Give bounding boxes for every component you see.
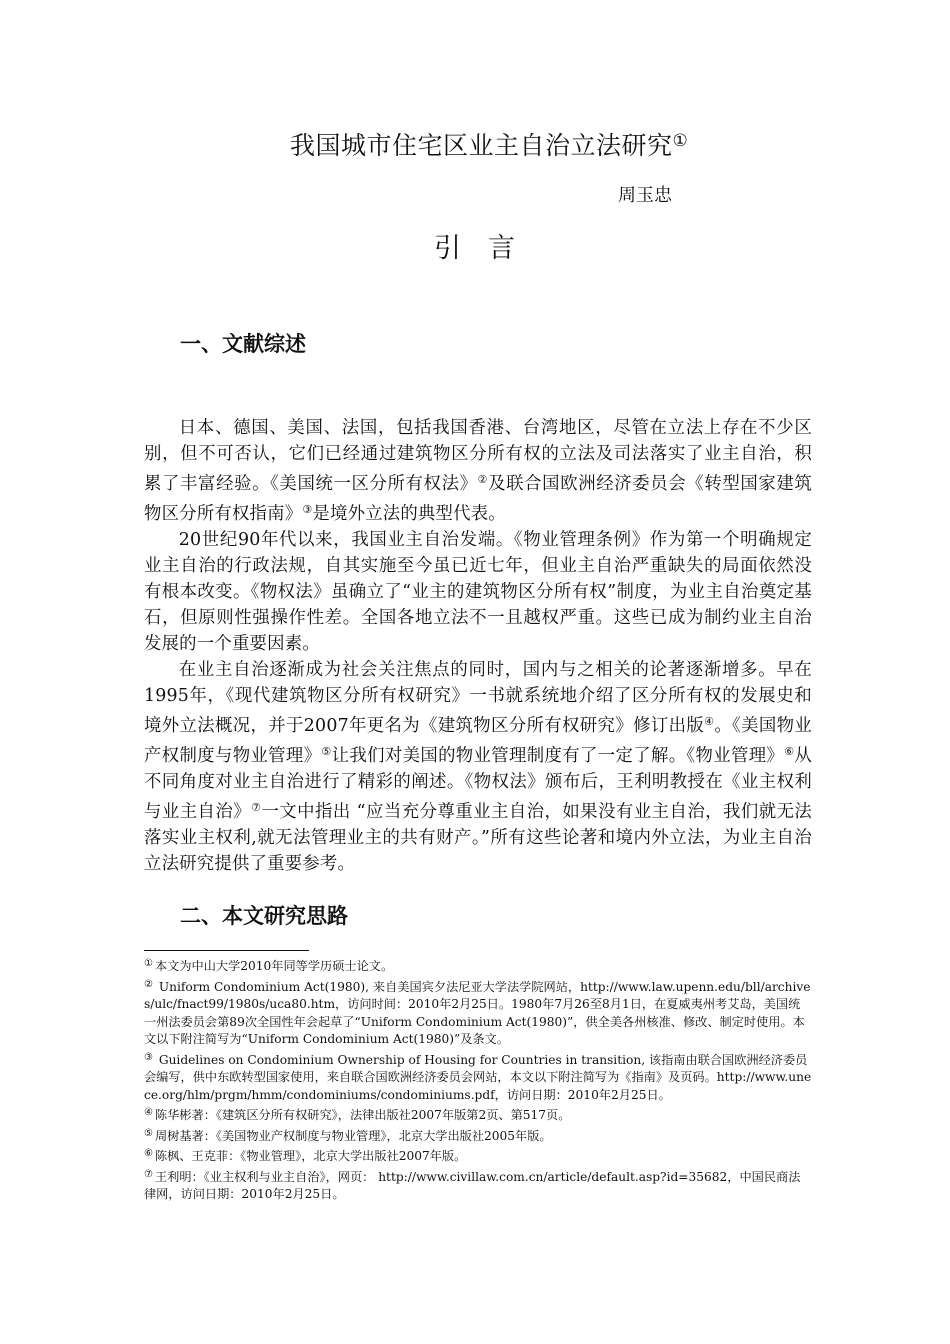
footnotes <box>144 955 812 1204</box>
footnote-mark: ⑤ <box>144 1127 153 1139</box>
footnote-item: ① 本文为中山大学2010年同等学历硕士论文。 <box>144 958 394 973</box>
footnote-mark: ② <box>144 978 153 990</box>
body-paragraph: 20世纪90年代以来，我国业主自治发端。《物业管理条例》作为第一个明确规定业主自治的行政法规，自其实施至今虽已近七年，但业主自治严重缺失的局面依然没有根本改变。《物权法》虽确立了“业主的建筑物区分所有权”制度，为业主自治奠定基石，但原则性强操作性差。全国各地立法不一且越权严重。这些已成为制约业主自治发展的一个重要因素。 <box>144 530 812 654</box>
paper-title-text: 我国城市住宅区业主自治立法研究 <box>290 131 673 160</box>
footnote-ref[interactable]: ⑦ <box>251 801 262 814</box>
footnote-mark: ⑦ <box>144 1168 153 1180</box>
footnote-mark: ④ <box>144 1107 153 1118</box>
footnote-item: ⑦ 王利明：《业主权利与业主自治》，网页： http://www.civillaw.com.cn/article/default.asp?id=35682，中国民商法律网，访问日期：2010年2月25日。 <box>144 1168 801 1201</box>
footnote-item: ④ 陈华彬著：《建筑区分所有权研究》，法律出版社2007年版第2页、第517页。 <box>144 1107 571 1122</box>
author-name: 周玉忠 <box>618 185 672 206</box>
footnote-ref[interactable]: ④ <box>704 715 715 728</box>
footnote-ref[interactable]: ⑤ <box>321 745 332 758</box>
section-heading-literature-review: 一、文献综述 <box>180 332 306 356</box>
footnote-item: ⑥ 陈枫、王克菲：《物业管理》，北京大学出版社2007年版。 <box>144 1148 467 1163</box>
footnote-item: ⑤ 周树基著：《美国物业产权制度与物业管理》，北京大学出版社2005年版。 <box>144 1127 552 1143</box>
body-paragraph: 在业主自治逐渐成为社会关注焦点的同时，国内与之相关的论著逐渐增多。早在1995年，《现代建筑物区分所有权研究》一书就系统地介绍了区分所有权的发展史和境外立法概况，并于2007年更名为《建筑物区分所有权研究》修订出版④。《美国物业产权制度与物业管理》⑤让我们对美国的物业管理制度有了一定了解。《物业管理》⑥从不同角度对业主自治进行了精彩的阐述。《物权法》颁布后，王利明教授在《业主权利与业主自治》⑦一文中指出 “应当充分尊重业主自治，如果没有业主自治，我们就无法落实业主权利,就无法管理业主的共有财产。”所有这些论著和境内外立法，为业主自治立法研究提供了重要参考。 <box>144 660 813 874</box>
footnote-ref[interactable]: ① <box>672 131 689 151</box>
section-heading-research-approach: 二、本文研究思路 <box>180 904 348 928</box>
footnote-item: ③ Guidelines on Condominium Ownership of Housing for Countries in transition, 该指南由联合国欧洲经济委员会编写，供中东欧转型国家使用，来自联合国欧洲经济委员会网站，本文以下附注简写为《指南》及页码。http://www.unece.org/hlm/prgm/hmm/condominiums/condominiums.pdf，访问日期：2010年2月25日。 <box>144 1051 812 1102</box>
footnote-mark: ③ <box>144 1051 153 1063</box>
body-paragraph: 日本、德国、美国、法国，包括我国香港、台湾地区，尽管在立法上存在不少区别，但不可否认，它们已经通过建筑物区分所有权的立法及司法落实了业主自治，积累了丰富经验。《美国统一区分所有权法》②及联合国欧洲经济委员会《转型国家建筑物区分所有权指南》③是境外立法的典型代表。 <box>144 418 813 524</box>
footnote-ref[interactable]: ③ <box>302 503 313 516</box>
footnote-item: ② Uniform Condominium Act(1980), 来自美国宾夕法尼亚大学法学院网站，http://www.law.upenn.edu/bll/archives/ulc/fnact99/1980s/uca80.htm，访问时间：2010年2月25日。1980年7月26至8月1日，在夏威夷州考艾岛，美国统一州法委员会第89次全国性年会起草了“Uniform Condominium Act(1980)”，供全美各州核准、修改、制定时使用。本文以下附注简写为“Uniform Condominium Act(1980)”及条文。 <box>144 978 811 1046</box>
section-body <box>144 415 812 877</box>
footnote-divider <box>144 950 309 951</box>
intro-heading: 引 言 <box>434 233 515 264</box>
paper-title <box>290 126 688 162</box>
footnote-ref[interactable]: ② <box>477 473 489 486</box>
footnote-mark: ① <box>144 958 153 969</box>
footnote-mark: ⑥ <box>144 1148 153 1159</box>
footnote-ref[interactable]: ⑥ <box>784 745 795 758</box>
